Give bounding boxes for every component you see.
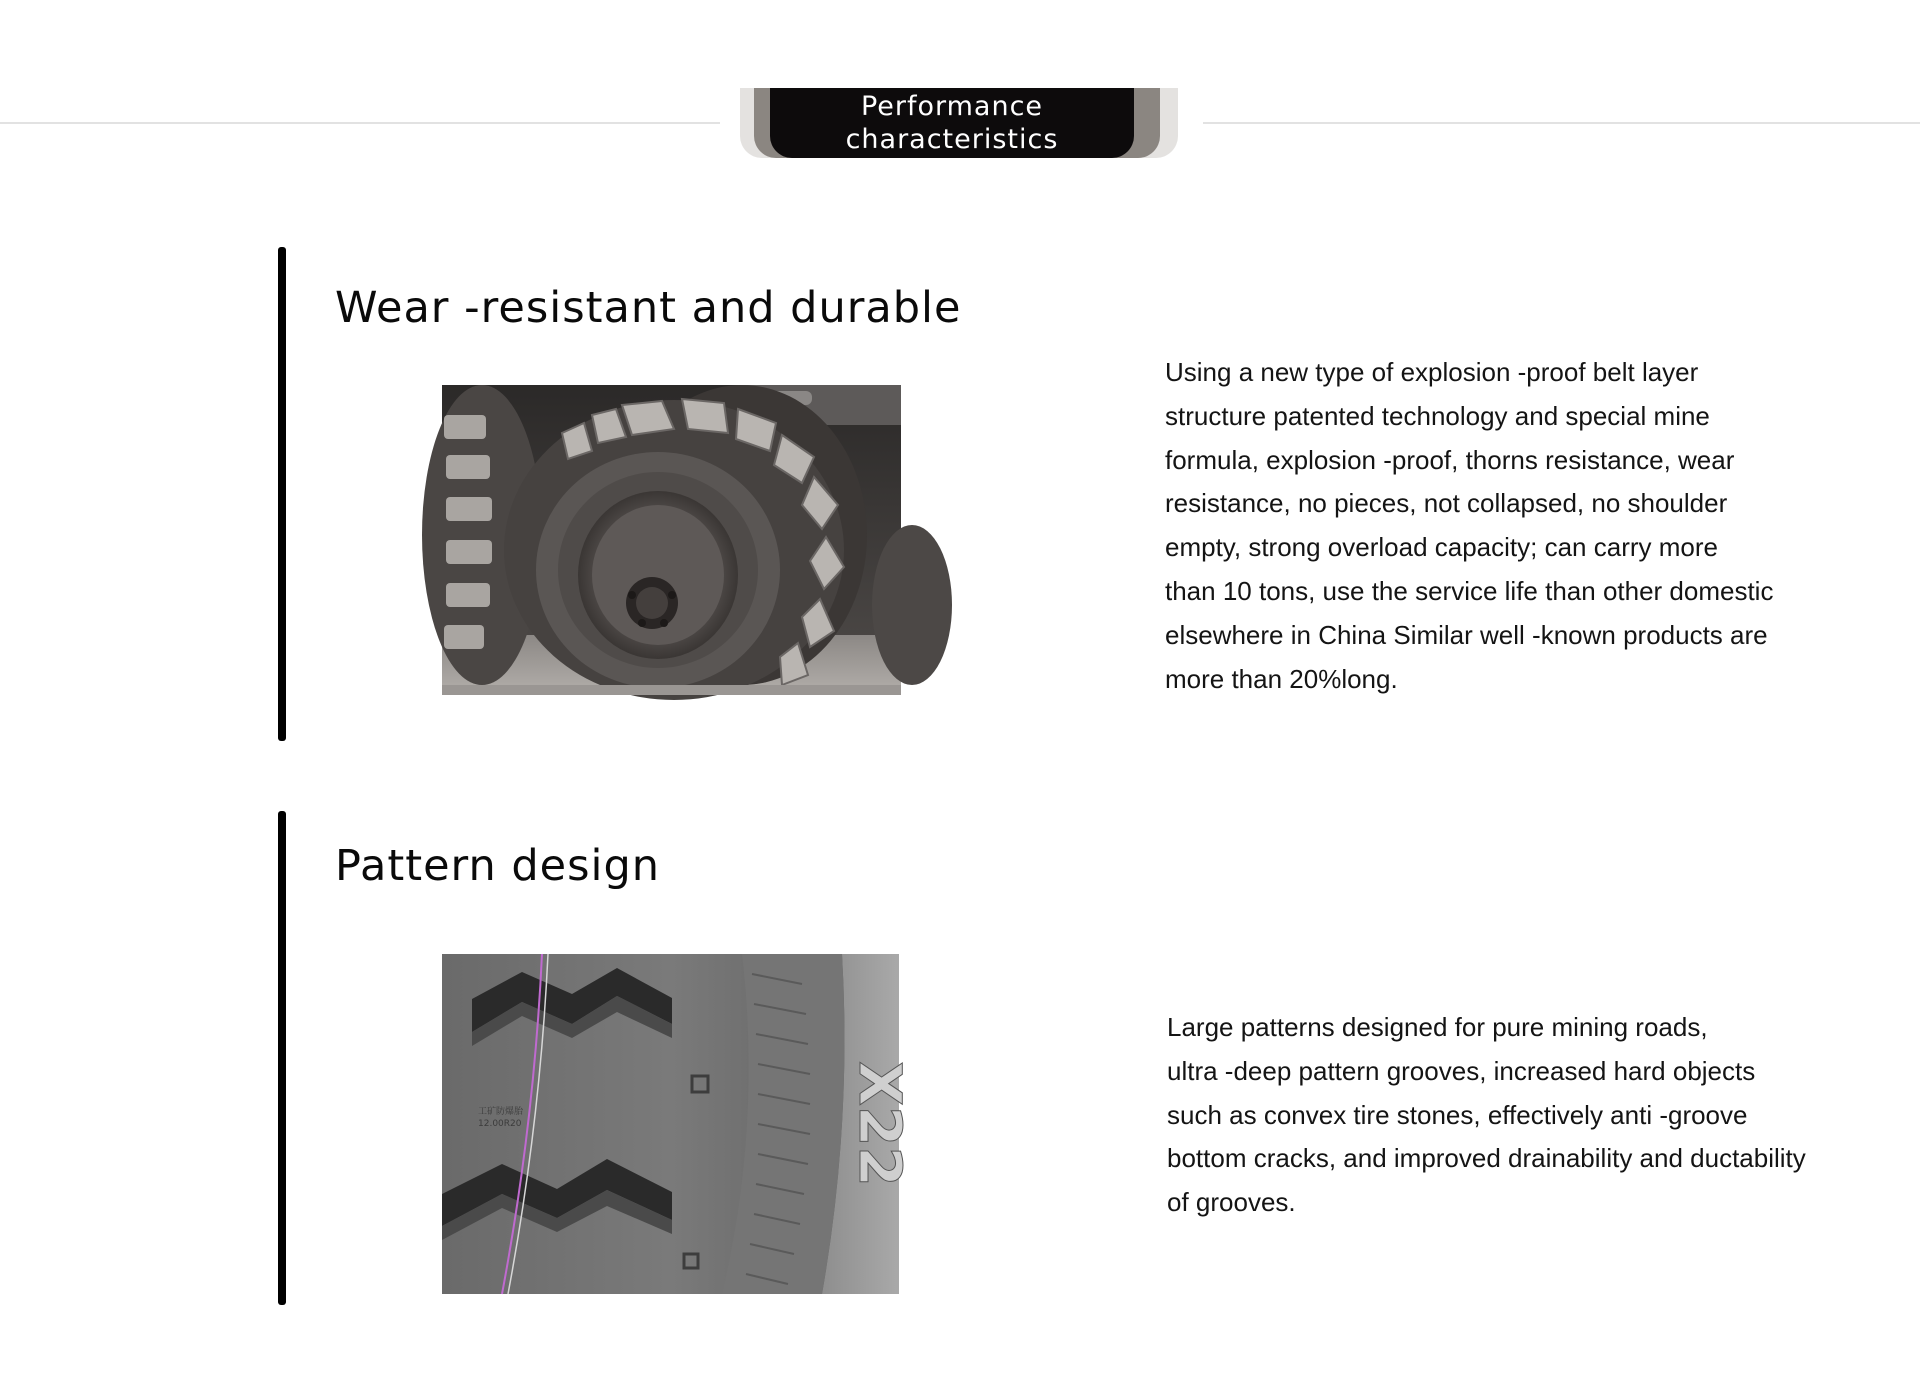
header-rule-right xyxy=(1203,122,1920,124)
feature-accent-bar xyxy=(278,811,286,1305)
feature-title: Wear -resistant and durable xyxy=(335,283,962,333)
feature-description: Using a new type of explosion -proof belt layer structure patented technology and special mine formula, explosion -proof, thorns resistance, wear resistance, no pieces, not collapsed, no shoulder empty, strong overload capacity; can carry more than 10 tons, use the service life than other domestic elsewhere in China Similar well -known products are more than 20%long. xyxy=(1165,357,1774,694)
header-rule-left xyxy=(0,122,720,124)
feature-block-wear-resistant xyxy=(278,247,1878,741)
tread-illustration xyxy=(442,954,914,1294)
feature-accent-bar xyxy=(278,247,286,741)
tread-imprint-size: 12.00R20 xyxy=(478,1119,522,1129)
tire-illustration xyxy=(442,385,901,695)
tire-photo xyxy=(442,385,901,695)
tread-photo xyxy=(442,954,914,1294)
section-banner xyxy=(740,88,1178,158)
tread-imprint: 工矿防爆胎 xyxy=(478,1107,524,1117)
feature-title: Pattern design xyxy=(335,841,661,891)
section-title: Performance characteristics xyxy=(845,91,1059,155)
sidewall-brand-text: X22 xyxy=(846,1061,914,1187)
feature-description: Large patterns designed for pure mining roads, ultra -deep pattern grooves, increased hard objects such as convex tire stones, effectively anti -groove bottom cracks, and improved drainability and ductability of grooves. xyxy=(1167,1012,1806,1218)
banner-core xyxy=(770,88,1134,158)
feature-block-pattern-design xyxy=(278,811,1878,1305)
